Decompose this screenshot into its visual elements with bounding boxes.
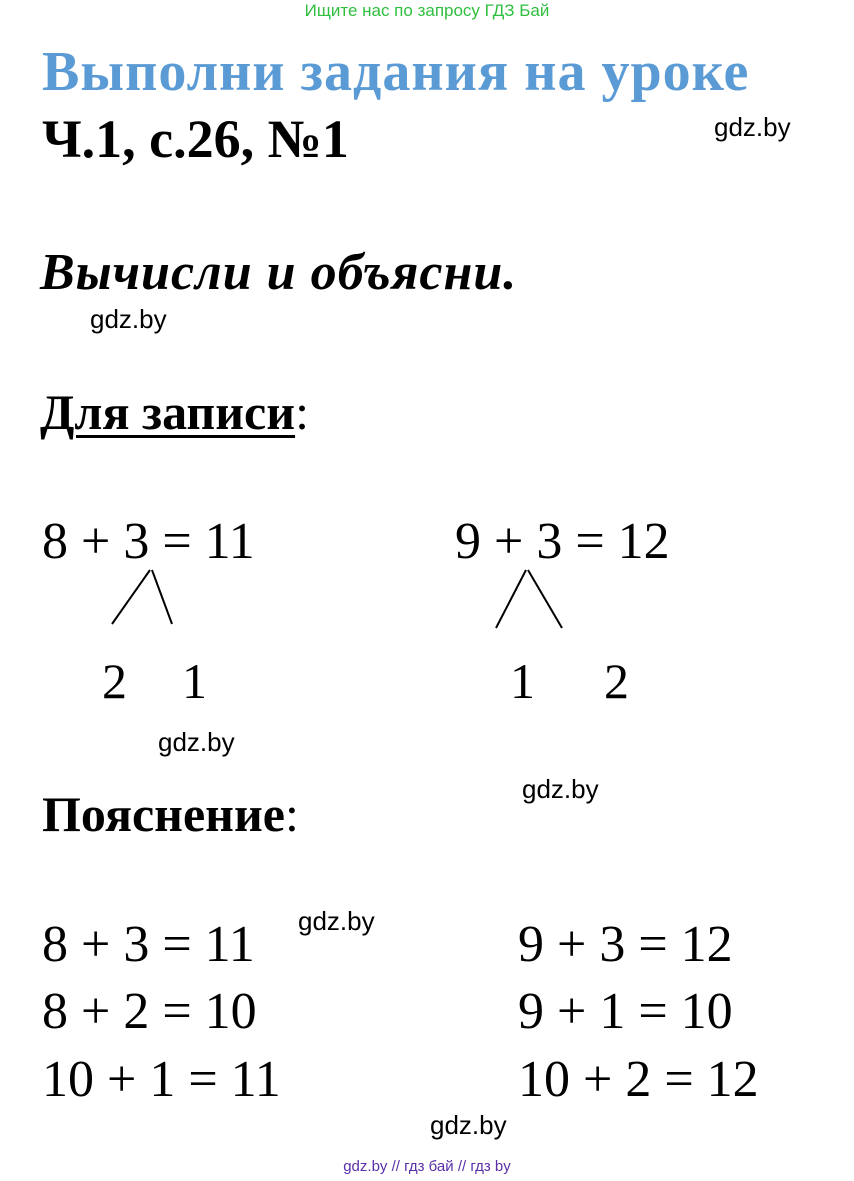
watermark: gdz.by <box>90 304 167 334</box>
explanation-heading-text: Пояснение <box>42 786 285 842</box>
record-heading-text: Для записи <box>40 384 296 440</box>
top-banner: Ищите нас по запросу ГДЗ Бай <box>304 1 550 20</box>
record-equation-left: 8 + 3 = 11 <box>42 513 255 570</box>
page-title: Выполни задания на уроке <box>42 41 750 103</box>
record-heading-colon: : <box>295 384 309 440</box>
explanation-right-line-1: 9 + 3 = 12 <box>518 916 733 973</box>
explanation-heading <box>42 785 299 843</box>
watermark: gdz.by <box>430 1110 507 1140</box>
split-part-left-2: 1 <box>182 653 207 709</box>
split-part-left-1: 2 <box>102 653 127 709</box>
split-lines-left <box>108 568 178 628</box>
record-equation-right: 9 + 3 = 12 <box>455 513 670 570</box>
page-subtitle: Ч.1, с.26, №1 <box>42 109 349 169</box>
split-lines-right <box>492 568 566 630</box>
record-heading <box>40 383 309 441</box>
split-part-right-1: 1 <box>510 653 535 709</box>
watermark: gdz.by <box>522 774 599 804</box>
watermark: gdz.by <box>298 906 375 936</box>
watermark: gdz.by <box>158 727 235 757</box>
explanation-left-line-3: 10 + 1 = 11 <box>42 1051 281 1108</box>
explanation-left-line-1: 8 + 3 = 11 <box>42 916 255 973</box>
explanation-heading-colon: : <box>285 786 299 842</box>
footer-links[interactable]: gdz.by // гдз бай // гдз by <box>343 1158 511 1175</box>
explanation-right-line-3: 10 + 2 = 12 <box>518 1051 759 1108</box>
explanation-right-line-2: 9 + 1 = 10 <box>518 983 733 1040</box>
explanation-left-line-2: 8 + 2 = 10 <box>42 983 257 1040</box>
task-instruction: Вычисли и объясни. <box>40 244 518 301</box>
watermark: gdz.by <box>714 112 791 142</box>
split-part-right-2: 2 <box>604 653 629 709</box>
